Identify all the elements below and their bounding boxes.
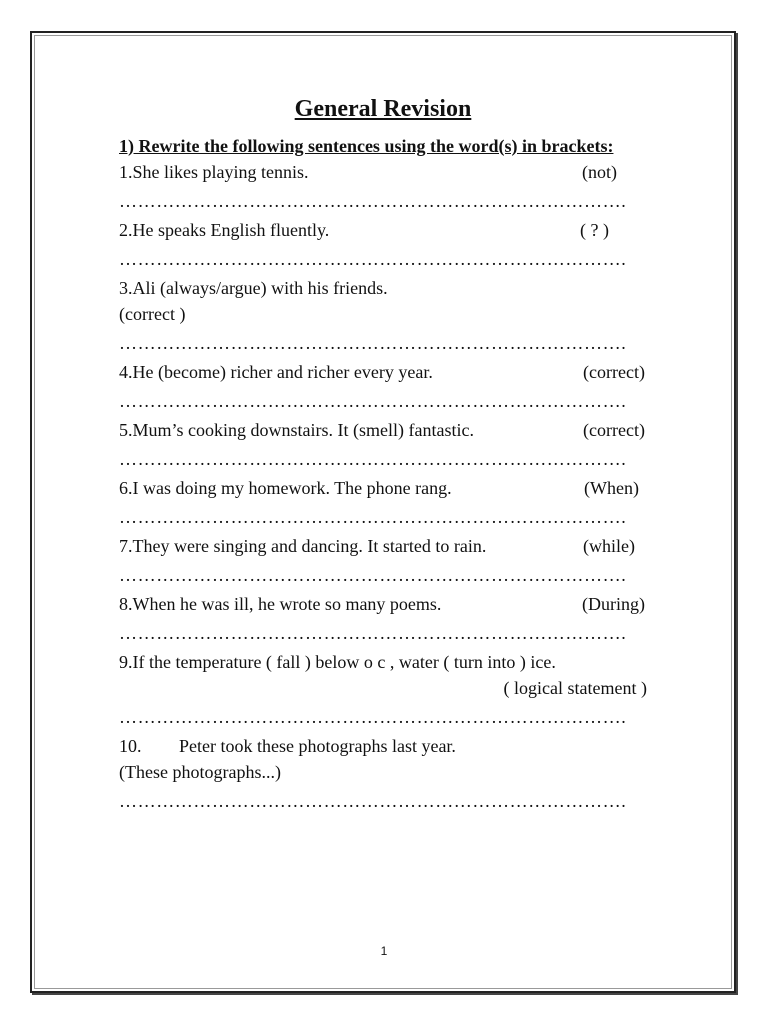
question-4 <box>119 359 647 385</box>
question-1-hint: (not) <box>582 162 617 182</box>
question-9 <box>119 649 647 701</box>
question-8-text: 8.When he was ill, he wrote so many poems. <box>119 594 442 614</box>
answer-line-2: ………………………………………………………………………. <box>119 249 627 269</box>
answer-line-7: ………………………………………………………………………. <box>119 565 627 585</box>
question-1-text: 1.She likes playing tennis. <box>119 162 309 182</box>
question-2-hint: ( ? ) <box>580 220 609 240</box>
question-9-hint: ( logical statement ) <box>503 678 647 698</box>
question-2-text: 2.He speaks English fluently. <box>119 220 330 240</box>
answer-line-6: ………………………………………………………………………. <box>119 507 627 527</box>
question-3-text: 3.Ali (always/argue) with his friends. <box>119 278 388 298</box>
question-3-hint: (correct ) <box>119 304 186 324</box>
question-8-hint: (During) <box>582 594 645 614</box>
question-6-hint: (When) <box>584 478 639 498</box>
question-1 <box>119 159 647 185</box>
question-3 <box>119 275 647 327</box>
answer-line-8: ………………………………………………………………………. <box>119 623 627 643</box>
question-7-hint: (while) <box>583 536 635 556</box>
answer-line-10: ………………………………………………………………………. <box>119 791 627 811</box>
page-number: 1 <box>380 944 388 958</box>
question-10-hint: (These photographs...) <box>119 762 281 782</box>
question-10 <box>119 733 647 785</box>
answer-line-3: ………………………………………………………………………. <box>119 333 627 353</box>
question-2 <box>119 217 647 243</box>
question-7-text: 7.They were singing and dancing. It started to rain. <box>119 536 487 556</box>
answer-line-9: ………………………………………………………………………. <box>119 707 627 727</box>
question-6 <box>119 475 647 501</box>
question-9-text: 9.If the temperature ( fall ) below o c , water ( turn into ) ice. <box>119 652 556 672</box>
question-5 <box>119 417 647 443</box>
question-10-text: Peter took these photographs last year. <box>179 736 456 756</box>
answer-line-5: ………………………………………………………………………. <box>119 449 627 469</box>
question-4-text: 4.He (become) richer and richer every year. <box>119 362 433 382</box>
question-4-hint: (correct) <box>583 362 645 382</box>
question-10-number: 10. <box>119 736 142 756</box>
instruction-heading: 1) Rewrite the following sentences using the word(s) in brackets: <box>119 136 614 156</box>
question-7 <box>119 533 647 559</box>
question-5-hint: (correct) <box>583 420 645 440</box>
question-6-text: 6.I was doing my homework. The phone rang. <box>119 478 452 498</box>
question-5-text: 5.Mum’s cooking downstairs. It (smell) fantastic. <box>119 420 474 440</box>
answer-line-1: ………………………………………………………………………. <box>119 191 627 211</box>
question-8 <box>119 591 647 617</box>
page-title: General Revision <box>294 96 472 122</box>
answer-line-4: ………………………………………………………………………. <box>119 391 627 411</box>
worksheet-content <box>119 95 647 817</box>
